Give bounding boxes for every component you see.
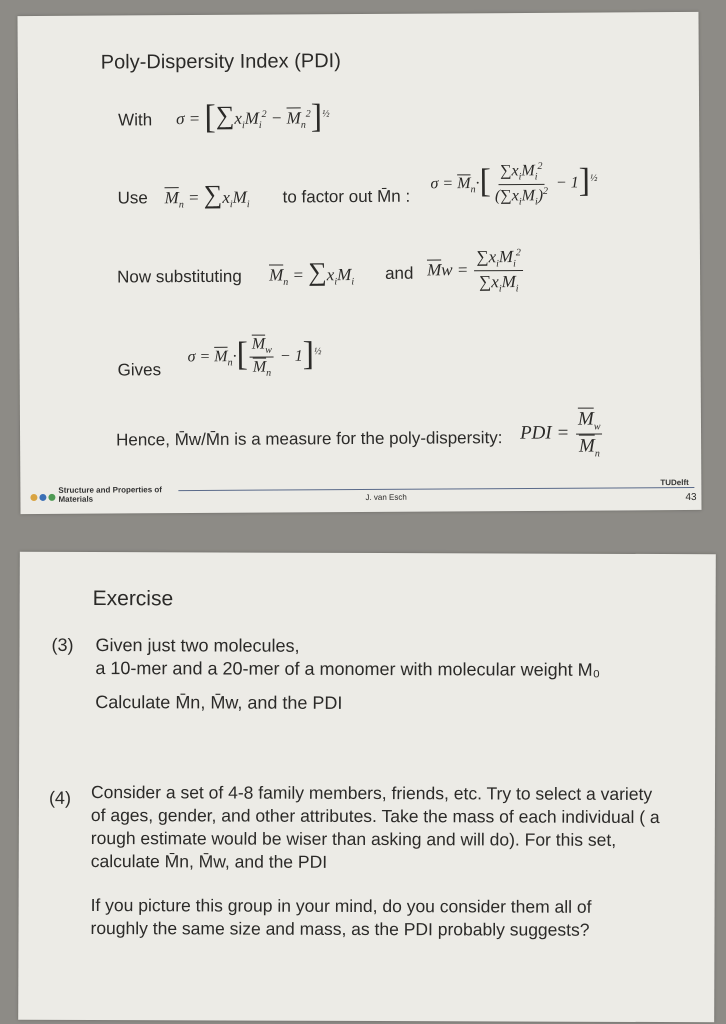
exercise-3-line-1: Given just two molecules, (95, 635, 300, 656)
now-substituting-label: Now substituting (117, 266, 242, 287)
slide-title: Poly-Dispersity Index (PDI) (100, 50, 341, 74)
footer-author: J. van Esch (365, 492, 407, 502)
hence-text: Hence, M̄w/M̄n is a measure for the poly-dispersity: (116, 428, 503, 450)
with-label: With (118, 110, 153, 130)
exercise-3-line-2: a 10-mer and a 20-mer of a monomer with molecular weight M₀ (95, 658, 601, 680)
mw-definition-equation: $\overline{M}w$ = $\frac{\sum x_iM_i^2}{\sum x_iM_i}$ (427, 247, 525, 295)
sigma-factored-equation: $\sigma = \overline{M}_n\cdot$[ $\frac{\sum x_iM_i^2}{(\sum x_iM_i)^2}$ − 1]$^{\frac{1}{2}}$ (430, 160, 598, 208)
exercise-4-line-2: of ages, gender, and other attributes. Take the mass of each individual ( a (90, 805, 660, 828)
exercise-3-line-3: Calculate M̄n, M̄w, and the PDI (95, 692, 343, 713)
page-number: 43 (685, 491, 697, 504)
sigma-definition-equation: $\sigma = [\sum x_iM_i^2 - \overline{M}_n^2]^{\frac{1}{2}}$ (176, 98, 330, 136)
slide-pdi (17, 12, 701, 514)
exercise-4-line-1: Consider a set of 4-8 family members, friends, etc. Try to select a variety (90, 782, 653, 804)
footer-divider (178, 487, 694, 491)
mn-substitution-equation: $\overline{M}_n = \sum x_iM_i$ (269, 257, 355, 288)
footer-logo-dots (30, 488, 55, 506)
pdi-label: PDI = (519, 422, 570, 444)
sigma-result-equation: $\sigma = \overline{M}_n\cdot$[ $\frac{\overline{M}_w}{\overline{M}_n}$ − 1]$^{\frac{1}{2}}$ (187, 335, 322, 379)
exercise-4-number: (4) (48, 787, 71, 808)
footer-tudelft-logo: TUDelft (660, 477, 689, 488)
pdi-equation: PDI = $\frac{\overline{M}_w}{\overline{M}_n}$ (520, 409, 605, 460)
footer-course-line2: Materials (58, 494, 94, 504)
exercise-heading: Exercise (92, 587, 174, 611)
factor-out-text: to factor out M̄n : (282, 186, 411, 207)
exercise-4-line-6: roughly the same size and mass, as the PDI probably suggests? (90, 918, 590, 940)
use-label: Use (117, 188, 148, 208)
gives-label: Gives (117, 360, 162, 380)
exercise-4-line-3: rough estimate would be wiser than asking and will do). For this set, (90, 828, 617, 850)
and-label: and (385, 263, 414, 283)
footer-course-line1: Structure and Properties of (58, 485, 162, 495)
exercise-4-line-4: calculate M̄n, M̄w, and the PDI (90, 851, 328, 872)
footer-course-name (58, 485, 162, 504)
exercise-4-line-5: If you picture this group in your mind, do you consider them all of (90, 895, 592, 917)
exercise-3-number: (3) (51, 634, 74, 655)
slide-exercise (18, 552, 716, 1022)
mn-definition-equation: $\overline{M}_n = \sum x_iM_i$ (164, 179, 250, 211)
